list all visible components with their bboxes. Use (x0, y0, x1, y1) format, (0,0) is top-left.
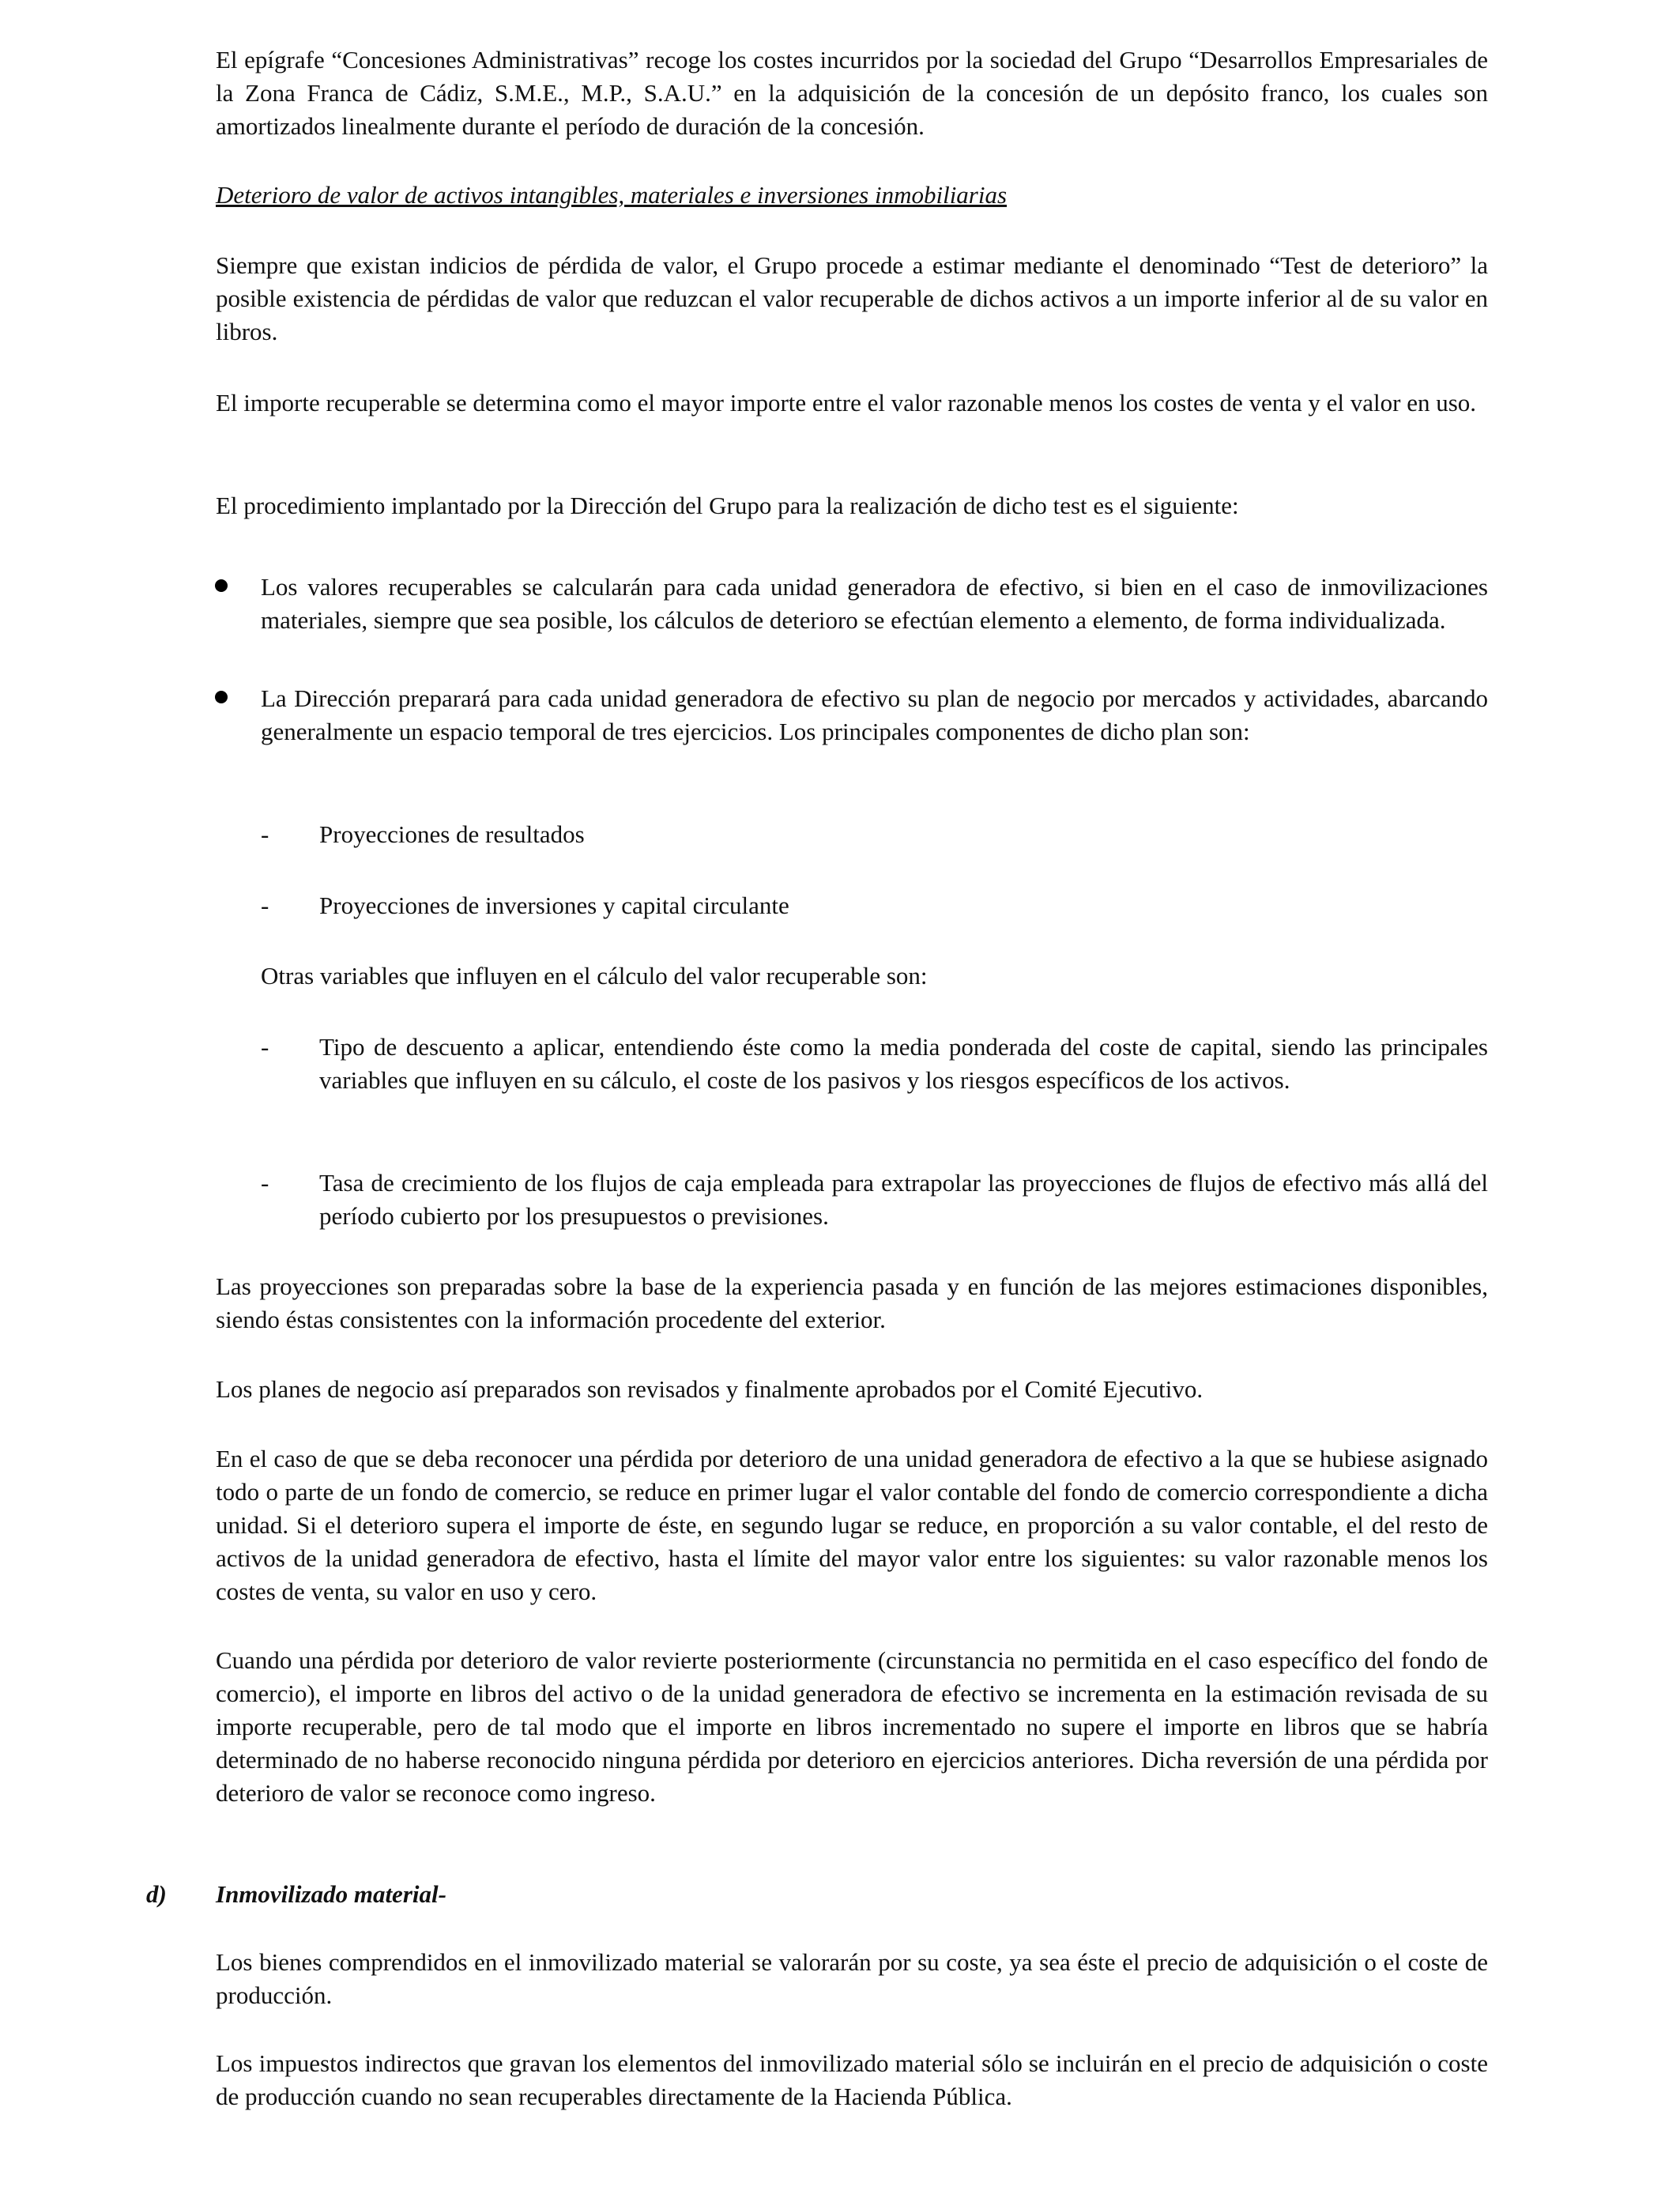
dash-item-tipo-descuento: Tipo de descuento a aplicar, entendiendo éste como la media ponderada del coste de capital, siendo las principales variables que influyen en su cálculo, el coste de los pasivos y los riesgos específicos de los activos. (319, 1033, 1488, 1094)
section-letter: d) (146, 1880, 167, 1908)
bullet-item-valores: Los valores recuperables se calcularán para cada unidad generadora de efectivo, si bien en el caso de inmovilizaciones materiales, siempre que sea posible, los cálculos de deterioro se efectúan elemento a elemento, de forma individualizada. (261, 573, 1488, 634)
bullet-item-plan-negocio: La Dirección preparará para cada unidad generadora de efectivo su plan de negocio por mercados y actividades, abarcando generalmente un espacio temporal de tres ejercicios. Los principales componentes de dicho plan son: (261, 684, 1488, 745)
paragraph-concesiones: El epígrafe “Concesiones Administrativas” recoge los costes incurridos por la sociedad del Grupo “Desarrollos Empresariales de la Zona Franca de Cádiz, S.M.E., M.P., S.A.U.” en la adquisición de la concesión de un depósito franco, los cuales son amortizados linealmente durante el período de duración de la concesión. (216, 46, 1488, 140)
dash-marker: - (261, 1033, 269, 1061)
paragraph-bienes: Los bienes comprendidos en el inmovilizado material se valorarán por su coste, ya sea éste el precio de adquisición o el coste de producción. (216, 1948, 1488, 2009)
paragraph-importe-recuperable: El importe recuperable se determina como el mayor importe entre el valor razonable menos los costes de venta y el valor en uso. (216, 389, 1477, 417)
dash-marker: - (261, 820, 269, 848)
dash-marker: - (261, 1169, 269, 1197)
paragraph-proyecciones: Las proyecciones son preparadas sobre la base de la experiencia pasada y en función de las mejores estimaciones disponibles, siendo éstas consistentes con la información procedente del exterior. (216, 1272, 1488, 1333)
bullet-icon (215, 691, 228, 703)
dash-item-tasa-crecimiento: Tasa de crecimiento de los flujos de caja empleada para extrapolar las proyecciones de flujos de efectivo más allá del período cubierto por los presupuestos o previsiones. (319, 1169, 1488, 1230)
section-title: Inmovilizado material- (216, 1880, 446, 1908)
paragraph-reversion: Cuando una pérdida por deterioro de valor revierte posteriormente (circunstancia no permitida en el caso específico del fondo de comercio), el importe en libros del activo o de la unidad generadora de efectivo se incrementa en la estimación revisada de su importe recuperable, pero de tal modo que el importe en libros incrementado no supere el importe en libros que se habría determinado de no haberse reconocido ninguna pérdida por deterioro en ejercicios anteriores. Dicha reversión de una pérdida por deterioro de valor se reconoce como ingreso. (216, 1646, 1488, 1807)
paragraph-procedimiento: El procedimiento implantado por la Dirección del Grupo para la realización de dicho test es el siguiente: (216, 492, 1239, 519)
paragraph-impuestos: Los impuestos indirectos que gravan los elementos del inmovilizado material sólo se incluirán en el precio de adquisición o coste de producción cuando no sean recuperables directamente de la Hacienda Pública. (216, 2049, 1488, 2110)
paragraph-planes-negocio: Los planes de negocio así preparados son revisados y finalmente aprobados por el Comité Ejecutivo. (216, 1375, 1203, 1403)
paragraph-fondo-comercio: En el caso de que se deba reconocer una pérdida por deterioro de una unidad generadora de efectivo a la que se hubiese asignado todo o parte de un fondo de comercio, se reduce en primer lugar el valor contable del fondo de comercio correspondiente a dicha unidad. Si el deterioro supera el importe de éste, en segundo lugar se reduce, en proporción a su valor contable, el del resto de activos de la unidad generadora de efectivo, hasta el límite del mayor valor entre los siguientes: su valor razonable menos los costes de venta, su valor en uso y cero. (216, 1445, 1488, 1605)
bullet-icon (215, 579, 228, 592)
paragraph-test-deterioro: Siempre que existan indicios de pérdida de valor, el Grupo procede a estimar mediante el denominado “Test de deterioro” la posible existencia de pérdidas de valor que reduzcan el valor recuperable de dichos activos a un importe inferior al de su valor en libros. (216, 251, 1488, 345)
subsection-heading: Deterioro de valor de activos intangibles, materiales e inversiones inmobiliarias (216, 181, 1008, 209)
dash-item-resultados: Proyecciones de resultados (319, 820, 585, 848)
paragraph-otras-variables: Otras variables que influyen en el cálculo del valor recuperable son: (261, 962, 928, 990)
dash-item-inversiones: Proyecciones de inversiones y capital circulante (319, 892, 789, 919)
dash-marker: - (261, 892, 269, 919)
